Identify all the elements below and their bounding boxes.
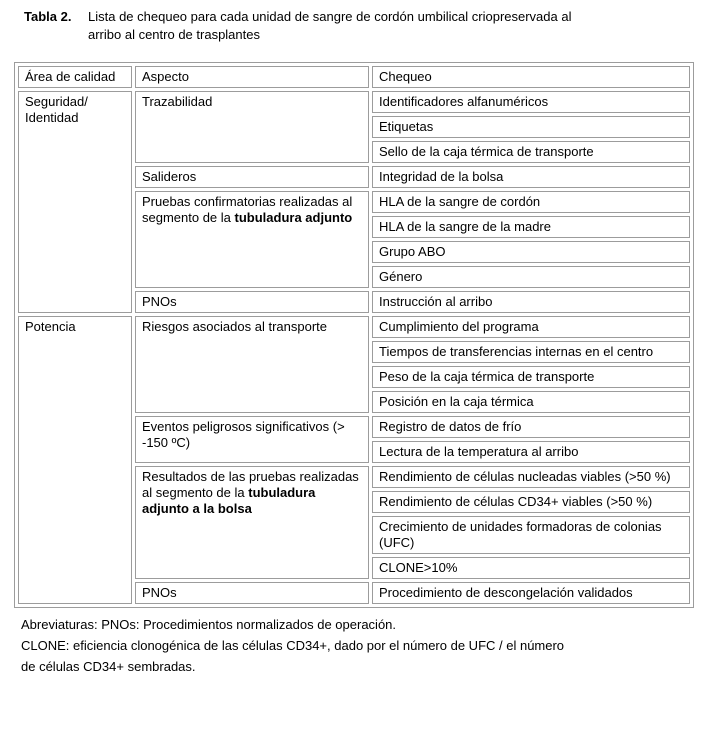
chequeo-cell: HLA de la sangre de cordón (372, 191, 690, 213)
chequeo-cell: HLA de la sangre de la madre (372, 216, 690, 238)
area-cell: Potencia (18, 316, 132, 604)
aspecto-text-bold: tubuladura adjunto (234, 210, 353, 225)
chequeo-cell: Posición en la caja térmica (372, 391, 690, 413)
chequeo-cell: Género (372, 266, 690, 288)
caption-line-2: arribo al centro de trasplantes (88, 27, 260, 42)
footnote-abbreviations: Abreviaturas: PNOs: Procedimientos normalizados de operación. (21, 617, 397, 632)
aspecto-cell: Eventos peligrosos significativos (> -150 ºC) (135, 416, 369, 463)
chequeo-cell: Instrucción al arribo (372, 291, 690, 313)
table-footnotes (21, 614, 690, 677)
chequeo-cell: Sello de la caja térmica de transporte (372, 141, 690, 163)
aspecto-cell: Salideros (135, 166, 369, 188)
chequeo-cell: Lectura de la temperatura al arribo (372, 441, 690, 463)
header-cell-chequeo: Chequeo (372, 66, 690, 88)
table-caption (24, 8, 690, 44)
chequeo-cell: Procedimiento de descongelación validados (372, 582, 690, 604)
chequeo-cell: Rendimiento de células CD34+ viables (>50 %) (372, 491, 690, 513)
footnote-clone-line-1: CLONE: eficiencia clonogénica de las células CD34+, dado por el número de UFC / el número (21, 638, 565, 653)
aspecto-cell (135, 466, 369, 579)
chequeo-cell: Identificadores alfanuméricos (372, 91, 690, 113)
caption-line-1 (24, 8, 690, 26)
caption-label: Tabla 2. (24, 9, 72, 24)
aspecto-text: Resultados de las pruebas realizadas al segmento de la (142, 469, 359, 500)
header-cell-area: Área de calidad (18, 66, 132, 88)
header-row (18, 66, 690, 88)
chequeo-cell: Etiquetas (372, 116, 690, 138)
aspecto-cell (135, 191, 369, 288)
aspecto-cell: PNOs (135, 582, 369, 604)
chequeo-cell: Cumplimiento del programa (372, 316, 690, 338)
aspecto-text: Pruebas confirmatorias realizadas al segmento de la (142, 194, 353, 225)
header-cell-aspecto: Aspecto (135, 66, 369, 88)
chequeo-cell: Tiempos de transferencias internas en el centro (372, 341, 690, 363)
chequeo-cell: Registro de datos de frío (372, 416, 690, 438)
aspecto-text-bold: tubuladura adjunto a la bolsa (142, 485, 316, 516)
aspecto-cell: Trazabilidad (135, 91, 369, 163)
chequeo-cell: Peso de la caja térmica de transporte (372, 366, 690, 388)
table-row (18, 91, 690, 113)
checklist-table (14, 62, 694, 608)
footnote-clone-line-2: de células CD34+ sembradas. (21, 659, 196, 674)
table-row (18, 316, 690, 338)
aspecto-cell: PNOs (135, 291, 369, 313)
chequeo-cell: Crecimiento de unidades formadoras de colonias (UFC) (372, 516, 690, 554)
chequeo-cell: CLONE>10% (372, 557, 690, 579)
chequeo-cell: Rendimiento de células nucleadas viables (>50 %) (372, 466, 690, 488)
area-cell: Seguridad/​Identidad (18, 91, 132, 313)
chequeo-cell: Integridad de la bolsa (372, 166, 690, 188)
chequeo-cell: Grupo ABO (372, 241, 690, 263)
aspecto-cell: Riesgos asociados al transporte (135, 316, 369, 413)
caption-text: Lista de chequeo para cada unidad de sangre de cordón umbilical criopreservada al (88, 9, 572, 24)
